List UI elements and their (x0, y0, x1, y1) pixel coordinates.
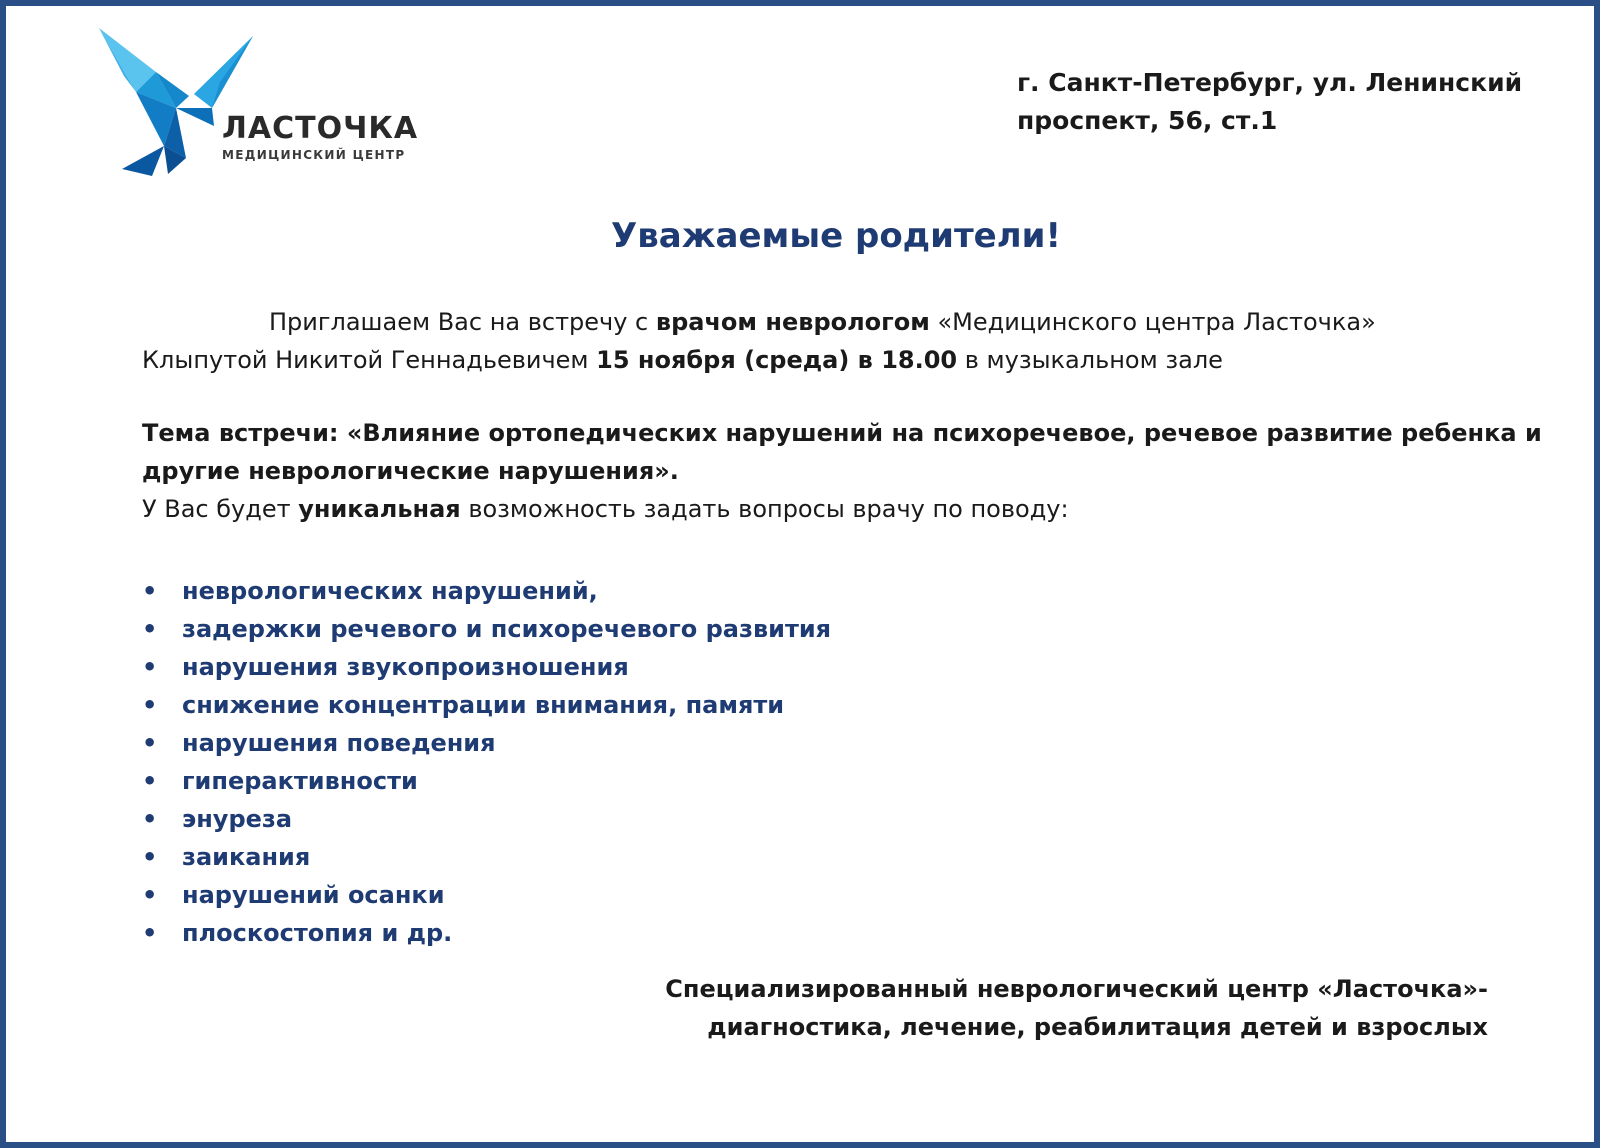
address-line-2: проспект, 56, ст.1 (1017, 106, 1278, 135)
address (1017, 64, 1557, 140)
meeting-location: в музыкальном зале (957, 346, 1223, 374)
clinic-name-text: «Медицинского центра Ласточка» (929, 308, 1376, 336)
address-line-1: г. Санкт-Петербург, ул. Ленинский (1017, 68, 1523, 97)
bullet-icon: • (142, 615, 158, 643)
footer-tagline (588, 970, 1488, 1046)
bullet-icon: • (142, 805, 158, 833)
list-item (142, 838, 1142, 876)
meeting-topic (142, 414, 1542, 490)
footer-line-2: диагностика, лечение, реабилитация детей и взрослых (707, 1013, 1488, 1041)
list-item-text: заикания (182, 843, 311, 871)
opportunity-start: У Вас будет (142, 495, 299, 523)
meeting-datetime: 15 ноября (среда) в 18.00 (596, 346, 958, 374)
list-item (142, 724, 1142, 762)
doctor-name: Клыпутой Никитой Геннадьевичем (142, 346, 597, 374)
list-item-text: энуреза (182, 805, 293, 833)
list-item-text: нарушения звукопроизношения (182, 653, 629, 681)
list-item (142, 800, 1142, 838)
list-item-text: нарушения поведения (182, 729, 496, 757)
list-item-text: нарушений осанки (182, 881, 445, 909)
topics-list (142, 572, 1142, 952)
list-item (142, 686, 1142, 724)
opportunity-text (142, 490, 1542, 528)
logo-name: ЛАСТОЧКА (222, 111, 419, 146)
bullet-icon: • (142, 729, 158, 757)
doctor-specialty: врачом неврологом (655, 308, 930, 336)
list-item-text: снижение концентрации внимания, памяти (182, 691, 785, 719)
list-item-text: плоскостопия и др. (182, 919, 453, 947)
bullet-icon: • (142, 653, 158, 681)
list-item (142, 572, 1142, 610)
list-item (142, 648, 1142, 686)
opportunity-emphasis: уникальная (298, 495, 461, 523)
list-item (142, 762, 1142, 800)
opportunity-line (142, 490, 1542, 528)
bullet-icon: • (142, 577, 158, 605)
bullet-icon: • (142, 919, 158, 947)
invitation-text: Приглашаем Вас на встречу с (269, 308, 656, 336)
topic-line-1: Тема встречи: «Влияние ортопедических нарушений на психоречевое, речевое развитие ребенка и (142, 419, 1542, 447)
page-title: Уважаемые родители! (611, 216, 1061, 256)
opportunity-end: возможность задать вопросы врачу по поводу: (460, 495, 1069, 523)
invitation-line-2 (142, 341, 1542, 379)
logo-subtitle: МЕДИЦИНСКИЙ ЦЕНТР (222, 148, 406, 162)
list-item-text: задержки речевого и психоречевого развития (182, 615, 832, 643)
bullet-icon: • (142, 843, 158, 871)
list-item (142, 876, 1142, 914)
list-item-text: гиперактивности (182, 767, 418, 795)
logo (94, 26, 419, 181)
list-item-text: неврологических нарушений, (182, 577, 598, 605)
invitation-line-1 (142, 303, 1542, 341)
topic-line-2: другие неврологические нарушения». (142, 457, 679, 485)
bullet-icon: • (142, 881, 158, 909)
bullet-icon: • (142, 767, 158, 795)
list-item (142, 610, 1142, 648)
list-item (142, 914, 1142, 952)
invitation-paragraph (142, 303, 1542, 379)
footer-line-1: Специализированный неврологический центр «Ласточка»- (665, 975, 1488, 1003)
bullet-icon: • (142, 691, 158, 719)
